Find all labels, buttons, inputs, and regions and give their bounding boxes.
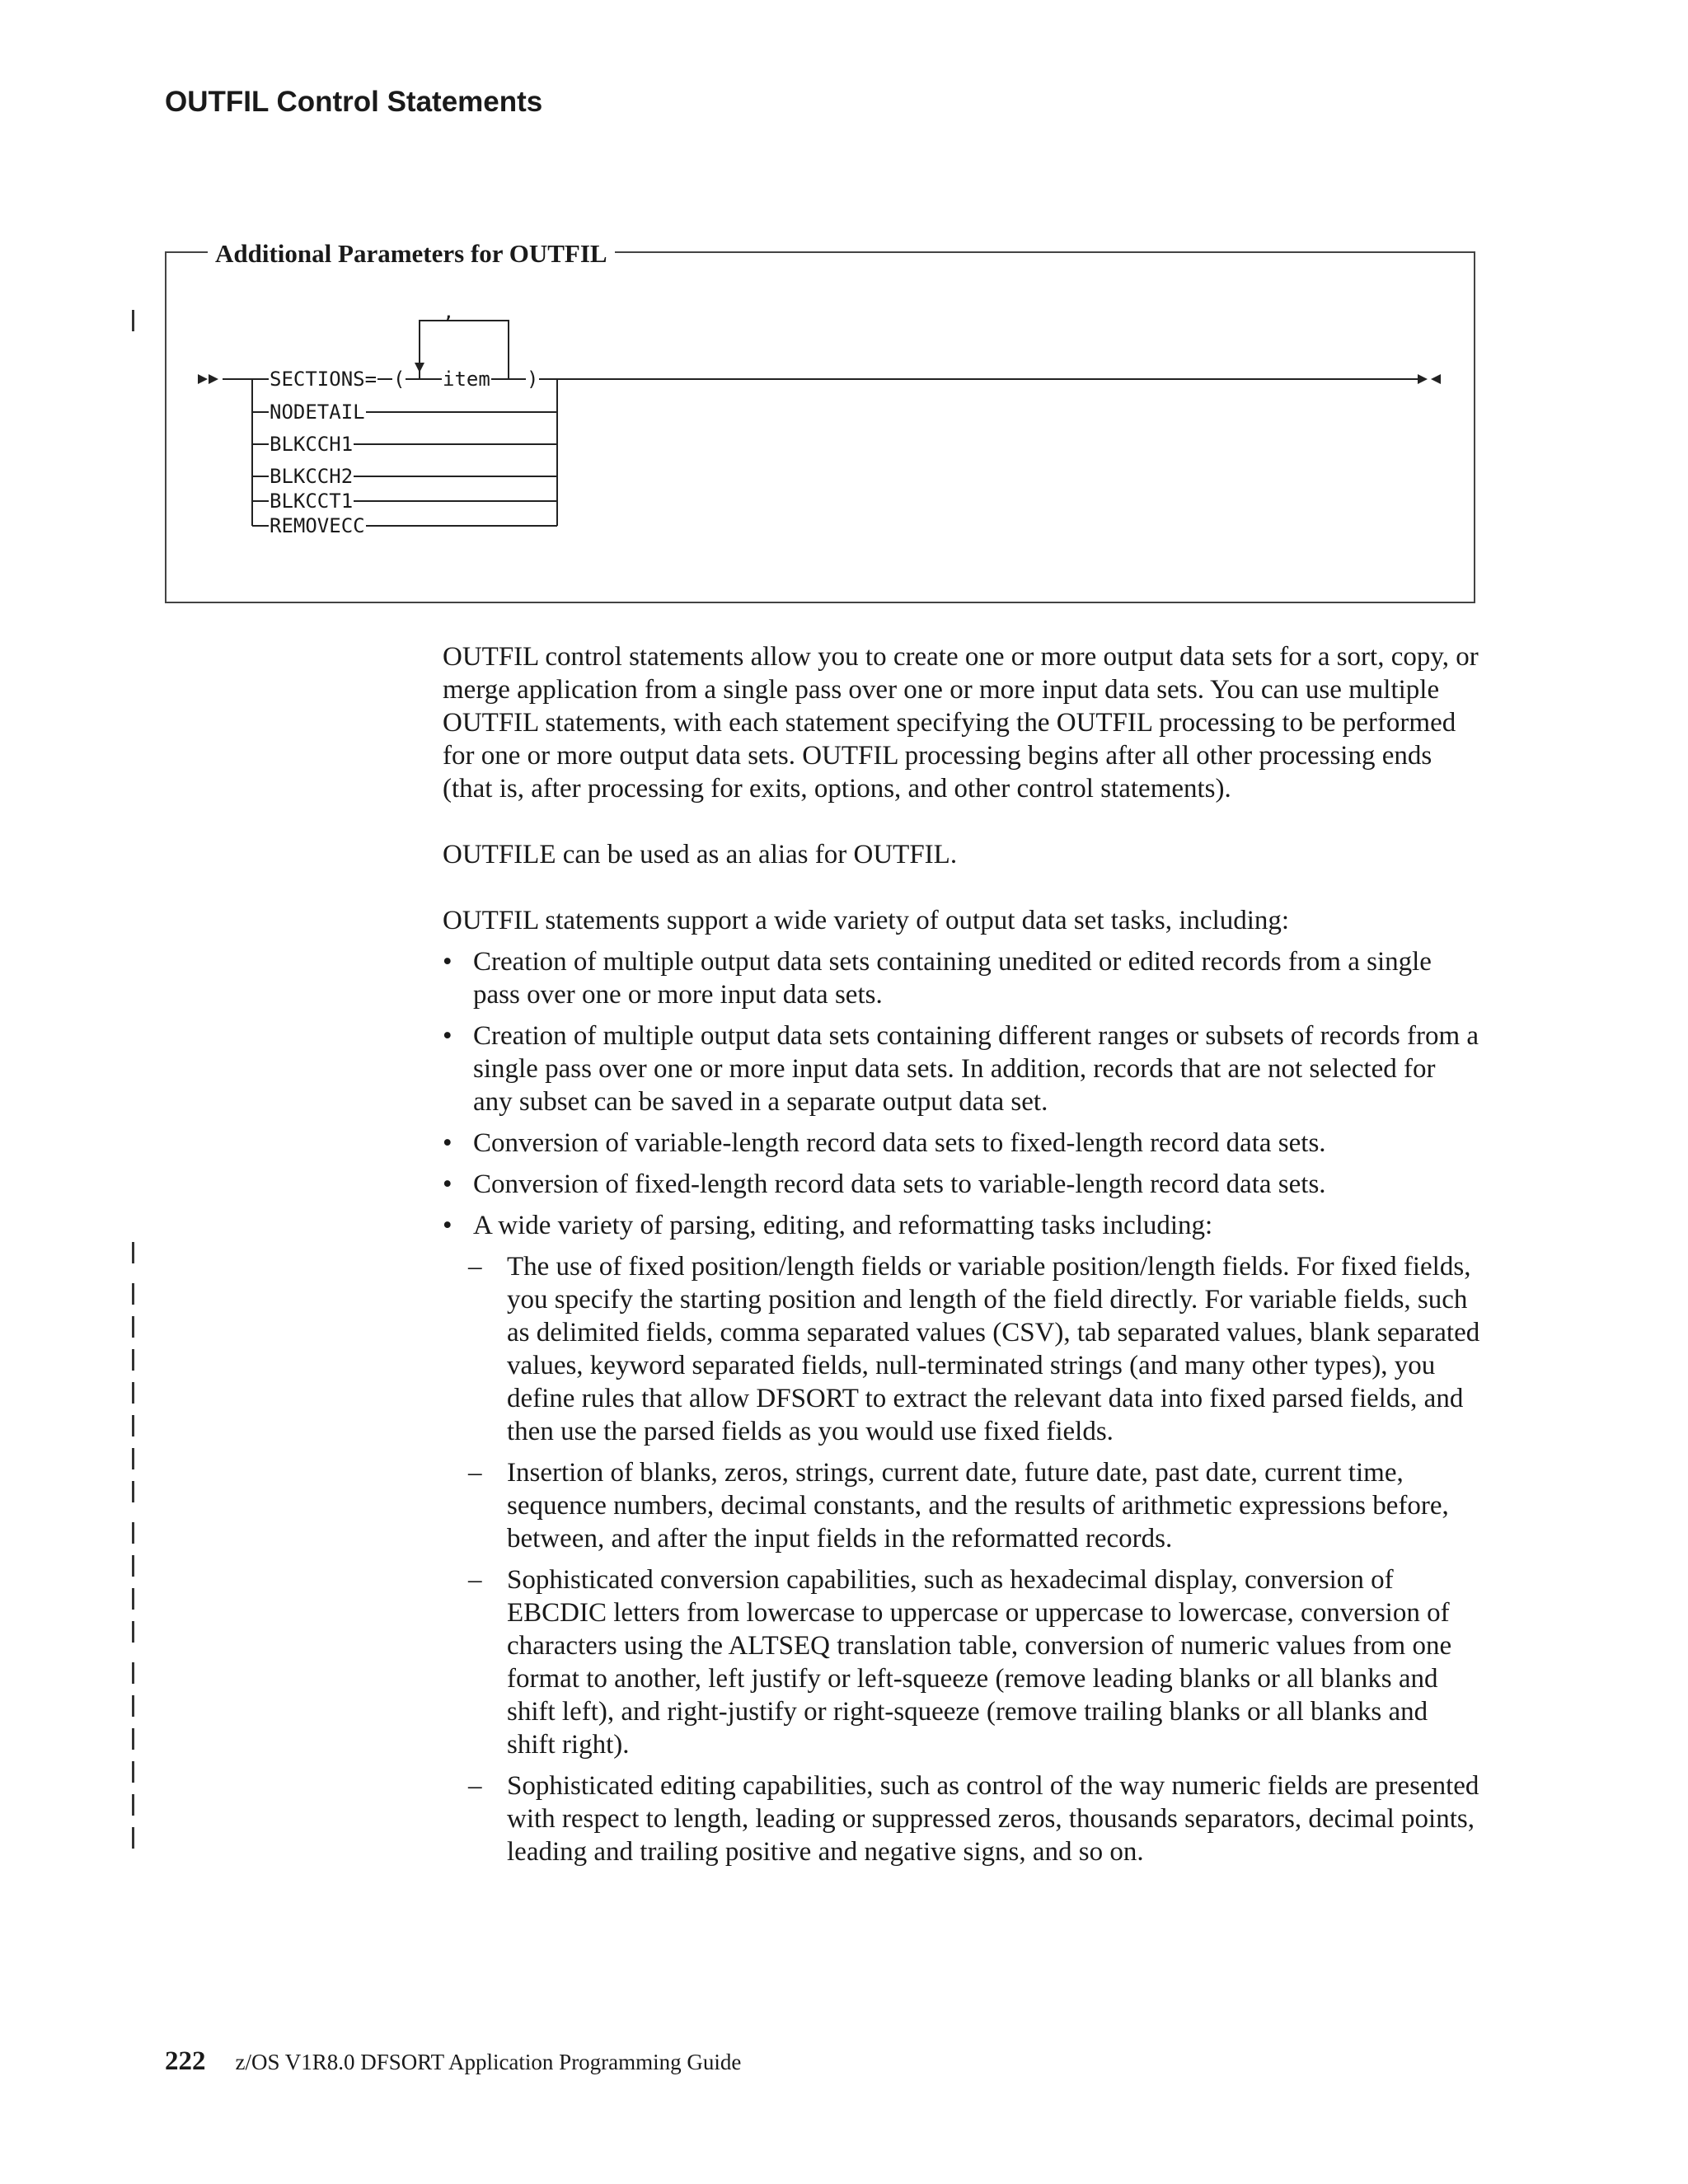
revision-bar xyxy=(132,1283,134,1305)
revision-bar xyxy=(132,1555,134,1577)
page-header-title: OUTFIL Control Statements xyxy=(165,86,543,118)
option-sections-item: item xyxy=(443,368,490,391)
list-item: • Creation of multiple output data sets containing unedited or edited records from a single pass over one or more input data sets. xyxy=(443,947,1432,1010)
syntax-box-title: Additional Parameters for OUTFIL xyxy=(208,239,615,269)
revision-bar xyxy=(132,1481,134,1502)
option-sections-open-paren: ( xyxy=(393,368,406,391)
dash-marker: – xyxy=(468,1771,482,1801)
revision-bar xyxy=(132,1728,134,1750)
alias-paragraph: OUTFILE can be used as an alias for OUTFIL. xyxy=(443,840,958,869)
end-arrow-icon xyxy=(1418,374,1428,384)
page-number: 222 xyxy=(165,2046,206,2076)
list-item: – Sophisticated conversion capabilities, such as hexadecimal display, conversion of EBCDIC letters from lowercase to uppercase or uppercase to lowercase, conversion of characters using the ALTSEQ translation table, conversion of numeric values from one format to another, left justify or left-squeeze (remove leading blanks or all blanks and shift left), and right-justify or right-squeeze (remove trailing blanks or all blanks and shift right). xyxy=(468,1565,1452,1760)
intro-paragraph: OUTFIL control statements allow you to create one or more output data sets for a sort, copy, or merge application from a single pass over one or more input data sets. You can use multiple OUTFIL statements, with each statement specifying the OUTFIL processing to be performed for one or more output data sets. OUTFIL processing begins after all other processing ends (that is, after processing for exits, options, and other control statements). xyxy=(443,642,1479,804)
option-sections-keyword: SECTIONS= xyxy=(270,368,377,391)
option-sections-close-paren: ) xyxy=(527,368,539,391)
repeat-separator: , xyxy=(443,300,455,323)
revision-bar xyxy=(132,1316,134,1338)
page-footer xyxy=(165,2046,741,2077)
dash-marker: – xyxy=(468,1252,482,1282)
bullet-marker: • xyxy=(443,1211,452,1240)
revision-bar xyxy=(132,1588,134,1610)
revision-bar xyxy=(132,1242,134,1263)
start-arrow-icon xyxy=(198,374,208,384)
option-blkcch2: BLKCCH2 xyxy=(270,465,354,488)
reformat-dash-list xyxy=(443,1250,1481,1868)
bullet-marker: • xyxy=(443,1128,452,1158)
task-bullet-list xyxy=(443,945,1481,1868)
revision-bar xyxy=(132,1761,134,1783)
revision-bar xyxy=(132,1522,134,1544)
revision-bar xyxy=(132,1621,134,1643)
revision-bar xyxy=(132,310,134,331)
revision-bar xyxy=(132,1382,134,1404)
book-title: z/OS V1R8.0 DFSORT Application Programming Guide xyxy=(235,2050,742,2074)
dash-marker: – xyxy=(468,1458,482,1488)
revision-bar xyxy=(132,1662,134,1684)
option-blkcct1: BLKCCT1 xyxy=(270,490,354,513)
option-blkcch1: BLKCCH1 xyxy=(270,433,354,456)
revision-bar xyxy=(132,1448,134,1469)
list-item: • A wide variety of parsing, editing, and reformatting tasks including: – The use of fixed position/length fields or variable position/length fields. For fixed fields, you specify the starting position and length of the field directly. For variable fields, such as delimited fields, comma separated values (CSV), tab separated values, blank separated values, keyword separated fields, null-terminated strings (and many other types), you define rules that allow DFSORT to extract the relevant data into fixed parsed fields, and then use the parsed fields as you would use fixed fields. – Insertion of blanks, zeros, strings, current date, future date, past date, current time, sequence numbers, decimal constants, and the results of arithmetic expressions before, between, and after the input fields in the reformatted records. – Sophisticated conversion capabilities, such as hexadecimal display, conversion of EBCDIC letters from lowercase to uppercase or uppercase to lowercase, conversion of characters using the ALTSEQ translation table, conversion of numeric values from one format to another, left justify or left-squeeze (remove leading blanks or all blanks and shift left), and right-justify or right-squeeze (remove trailing blanks or all blanks and shift right). – Sophisticated editing capabilities, such as control of the way numeric fields are presented with respect to length, leading or suppressed zeros, thousands separators, decimal points, leading and trailing positive and negative signs, and so on. xyxy=(443,1211,1480,1867)
list-item: – The use of fixed position/length fields or variable position/length fields. For fixed fields, you specify the starting position and length of the field directly. For variable fields, such as delimited fields, comma separated values (CSV), tab separated values, blank separated values, keyword separated fields, null-terminated strings (and many other types), you define rules that allow DFSORT to extract the relevant data into fixed parsed fields, and then use the parsed fields as you would use fixed fields. xyxy=(468,1252,1480,1446)
list-item: • Creation of multiple output data sets containing different ranges or subsets of records from a single pass over one or more input data sets. In addition, records that are not selected for any subset can be saved in a separate output data set. xyxy=(443,1021,1479,1117)
option-nodetail: NODETAIL xyxy=(270,401,365,424)
repeat-arrow-icon xyxy=(415,363,424,373)
revision-bar xyxy=(132,1827,134,1849)
revision-bar xyxy=(132,1695,134,1717)
bullet-marker: • xyxy=(443,947,452,977)
option-removecc: REMOVECC xyxy=(270,514,365,537)
bullet-marker: • xyxy=(443,1021,452,1051)
revision-bar xyxy=(132,1794,134,1816)
lead-paragraph: OUTFIL statements support a wide variety of output data set tasks, including: xyxy=(443,906,1290,935)
list-item: – Sophisticated editing capabilities, such as control of the way numeric fields are presented with respect to length, leading or suppressed zeros, thousands separators, decimal points, leading and trailing positive and negative signs, and so on. xyxy=(468,1771,1479,1867)
body-text xyxy=(443,640,1481,1868)
list-item: – Insertion of blanks, zeros, strings, current date, future date, past date, current time, sequence numbers, decimal constants, and the results of arithmetic expressions before, between, and after the input fields in the reformatted records. xyxy=(468,1458,1449,1554)
revision-bar xyxy=(132,1349,134,1371)
list-item: • Conversion of variable-length record data sets to fixed-length record data sets. xyxy=(443,1128,1326,1158)
dash-marker: – xyxy=(468,1565,482,1595)
revision-bar xyxy=(132,1415,134,1436)
bullet-marker: • xyxy=(443,1169,452,1199)
list-item: • Conversion of fixed-length record data sets to variable-length record data sets. xyxy=(443,1169,1326,1199)
